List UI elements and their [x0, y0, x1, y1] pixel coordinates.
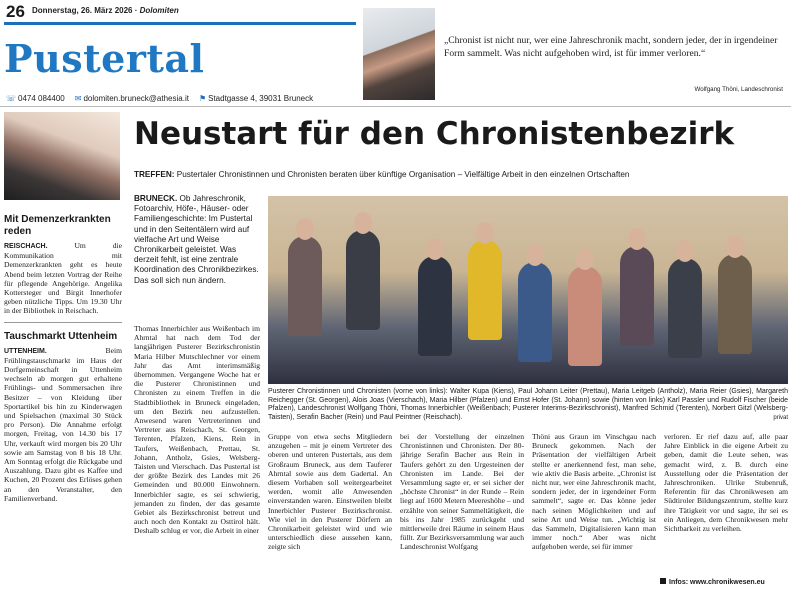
phone: ☏ 0474 084400 — [6, 94, 65, 103]
email[interactable]: ✉ dolomiten.bruneck@athesia.it — [74, 94, 189, 103]
date-text: Donnerstag, 26. März 2026 — [32, 6, 133, 15]
article-headline: Neustart für den Chronistenbezirk — [134, 116, 735, 152]
phone-icon: ☏ — [6, 94, 17, 103]
photo-head — [726, 236, 744, 258]
photo-caption: Pusterer Chronistinnen und Chronisten (vorne von links): Walter Kupa (Kiens), Paul Johann Leiter (Prettau), Maria Leitgeb (Antholz), Maria Reier (Gsies), Margareth Reichegger (St. Georgen), Alois Joas (Vierschach), Maria Hilber (Pfalzen) und Ernst Hofer (St. Johann) sowie (hinten von links) Karl Passler und Rudolf Fischer (beide Pfalzen), Landeschronist Wolfgang Thöni, Thomas Innerbichler (Weißenbach; Pusterer Interims-Bezirkschronist), Manfred Schmid (Terenten), Norbert Gitzl (Welsberg-Taisten), Serafin Bacher (Rein) und Paul Peintner (Reischach). privat — [268, 388, 788, 421]
bullet-square-icon — [660, 578, 666, 584]
article-column-4: Thöni aus Graun im Vinschgau nach Bruneck gekommen. Nach der Präsentation der vielfältigen Arbeit stellte er anerkennend fest, man sehe, wie aktiv die Basis arbeite. „Chronist ist nicht nur, wer eine Jahreschronik macht, sondern jeder, der in irgendeiner Form sammelt“, sagte er. Das könne jeder nach seinen Möglichkeiten und auf seine Art und Weise tun. „Wichtig ist das Sammeln, Digitalisieren kann man immer noch.“ Aber was nicht aufgehoben werde, sei für immer — [532, 432, 656, 552]
contact-line — [6, 94, 313, 103]
page-number: 26 — [6, 2, 25, 21]
photo-head — [676, 240, 694, 262]
article-columns — [268, 432, 788, 600]
photo-head — [526, 244, 544, 266]
newspaper-brand: Dolomiten — [139, 6, 179, 15]
photo-person — [668, 258, 702, 358]
location-icon: ⚑ — [198, 94, 207, 103]
quote-source: Wolfgang Thöni, Landeschronist — [694, 86, 783, 93]
photo-person — [568, 266, 602, 366]
photo-person — [288, 236, 322, 336]
sidebar-headline-1: Mit Demenzerkrankten reden — [4, 214, 111, 237]
group-photo — [268, 196, 788, 384]
article-column-5: verloren. Er rief dazu auf, alle paar Jahre Einblick in die eigene Arbeit zu geben, damit die Leute sehen, was gemacht wird, z. B. durch eine Ausstellung oder die Präsentation der Jahreschroniken. Ulrike Stubenruß, Referentin für das Chronikwesen am Südtiroler Bildungszentrum, stellte kurz ihre Tätigkeit vor und sagte, ihr sei es ein Anliegen, dem Chronikwesen mehr Sichtbarkeit zu verleihen. — [664, 432, 788, 534]
sidebar-text-2: UTTENHEIM. Beim Frühlingstauschmarkt im Haus der Dorfgemeinschaft in Uttenheim wechseln ab morgen gut erhaltene Frühlings- und Sommersachen ihre Besitzer – von Kleidung über Sportartikel bis hin zu Kinderwagen und Spielsachen (maximal 30 Stück pro Person). Die Annahme erfolgt morgen, Freitag, von 14.30 bis 17 Uhr, verkauft wird morgen bis 20 Uhr sowie am Samstag von 8 bis 18 Uhr. Am Sonntag erfolgt die Rückgabe und Auszahlung. Dazu gibt es Kaffee und Kuchen, 20 Prozent des Erlöses gehen an den Veranstalter, den Familienverband. — [4, 345, 122, 503]
mail-icon: ✉ — [74, 94, 82, 103]
photo-head — [576, 248, 594, 270]
sidebar-photo — [4, 112, 120, 200]
sidebar — [4, 112, 122, 600]
photo-person — [346, 230, 380, 330]
photo-person — [418, 256, 452, 356]
article-lead: BRUNECK. Ob Jahreschronik, Fotoarchiv, Höfe-, Häuser- oder Familiengeschichte: Im Pustertal und in den Seitentälern wird auf vielfache Art und Weise Chronikarbeit geleistet. Was derzeit fehlt, ist eine zentrale Koordination des Chronikbezirkes. Das soll sich nun ändern. — [134, 194, 259, 285]
header-quote: „Chronist ist nicht nur, wer eine Jahreschronik macht, sondern jeder, der in irgendeiner Form sammelt. Was nicht aufgehoben wird, ist für immer verloren.“ — [444, 35, 778, 59]
page-header — [0, 0, 791, 108]
photo-person — [518, 262, 552, 362]
sidebar-divider — [4, 322, 122, 323]
header-divider — [0, 106, 791, 107]
portrait-photo — [363, 8, 435, 100]
article-column-3: bei der Vorstellung der einzelnen Chronistinnen und Chronisten. Der 80-jährige Serafin Bacher aus Rein in Taufers gehört zu den Urgesteinen der Chronisten im Lande. Bei der Versammlung sagte er, er sei sicher der „höchste Chronist“ in der Runde – Rein liegt auf 1600 Metern Meereshöhe – und erzählte von seiner Sammeltätigkeit, die bis ins Jahr 1985 zurückgeht und mittlerweile drei Räume in seinem Haus füllt. Zur Bezirksversammlung war auch Landeschronist Wolfgang — [400, 432, 524, 552]
photo-head — [426, 238, 444, 260]
photo-person — [468, 240, 502, 340]
date-line: Donnerstag, 26. März 2026 · Dolomiten — [32, 6, 179, 15]
main-article — [128, 112, 788, 600]
photo-person — [718, 254, 752, 354]
article-column-1: Thomas Innerbichler aus Weißenbach im Ahrntal hat nach dem Tod der langjährigen Pusterer Bezirkschronistin Maria Hilber Mutschlechner vor einem Jahr das Amt interimsmäßig übernommen. Vergangene Woche hat er die Pusterer Chronistinnen und Chronisten zu einem Treffen in die Stadtbibliothek in Bruneck eingeladen, um den Bezirk neu aufzustellen. Anwesend waren Vertreterinnen und Vertreter aus Reischach, St. Georgen, Terenten, Pfalzen, Kiens, Rein in Taufers, Weißenbach, Prettau, St. Johann, Antholz, Gsies, Welsberg-Taisten und Vierschach. Das Pustertal ist der größte Bezirk des Landes mit 26 Gemeinden und 80.000 Einwohnern. Innerbichler sagte, es sei schwierig, jemanden zu finden, der das gesamte Gebiet als Bezirkschronist betreut und auch noch den Kontakt zu Osttirol hält. Deshalb schlug er vor, die Arbeit in einer — [134, 324, 260, 536]
section-title: Pustertal — [4, 36, 205, 81]
article-column-2: Gruppe von etwa sechs Mitgliedern anzugehen – mit je einem Vertreter des oberen und unteren Pustertals, aus dem Großraum Bruneck, aus dem Tauferer Ahrntal sowie aus dem Gadertal. An diesem Vorhaben soll weitergearbeitet werden, womit alle Anwesenden einverstanden waren. Einstweilen bleibt Innerbichler Pusterer Bezirkschronist. Wie viel in den Pusterer Dörfern an Chronikarbeit geleistet wird und wie unterschiedlich diese aussehen kann, zeigte sich — [268, 432, 392, 552]
address: ⚑ Stadtgasse 4, 39031 Bruneck — [198, 94, 314, 103]
photo-credit: privat — [773, 414, 788, 421]
article-subhead: TREFFEN: Pustertaler Chronistinnen und Chronisten beraten über künftige Organisation – Vielfältige Arbeit in den einzelnen Ortschaften — [134, 170, 630, 179]
photo-head — [476, 222, 494, 244]
info-link[interactable]: Infos: www.chronikwesen.eu — [660, 578, 765, 586]
photo-head — [628, 228, 646, 250]
sidebar-text-1: REISCHACH. Um die Kommunikation mit Demenzerkrankten geht es heute Abend beim letzten Vortrag der Reihe für pflegende Angehörige. Angelika Kottersteger und Birgit Innerhofer geben nützliche Tipps. Um 19.30 Uhr in der Bibliothek in Reischach. — [4, 241, 122, 316]
photo-head — [296, 218, 314, 240]
header-rule — [4, 22, 356, 25]
photo-head — [354, 212, 372, 234]
photo-person — [620, 246, 654, 346]
sidebar-headline-2: Tauschmarkt Uttenheim — [4, 330, 118, 342]
